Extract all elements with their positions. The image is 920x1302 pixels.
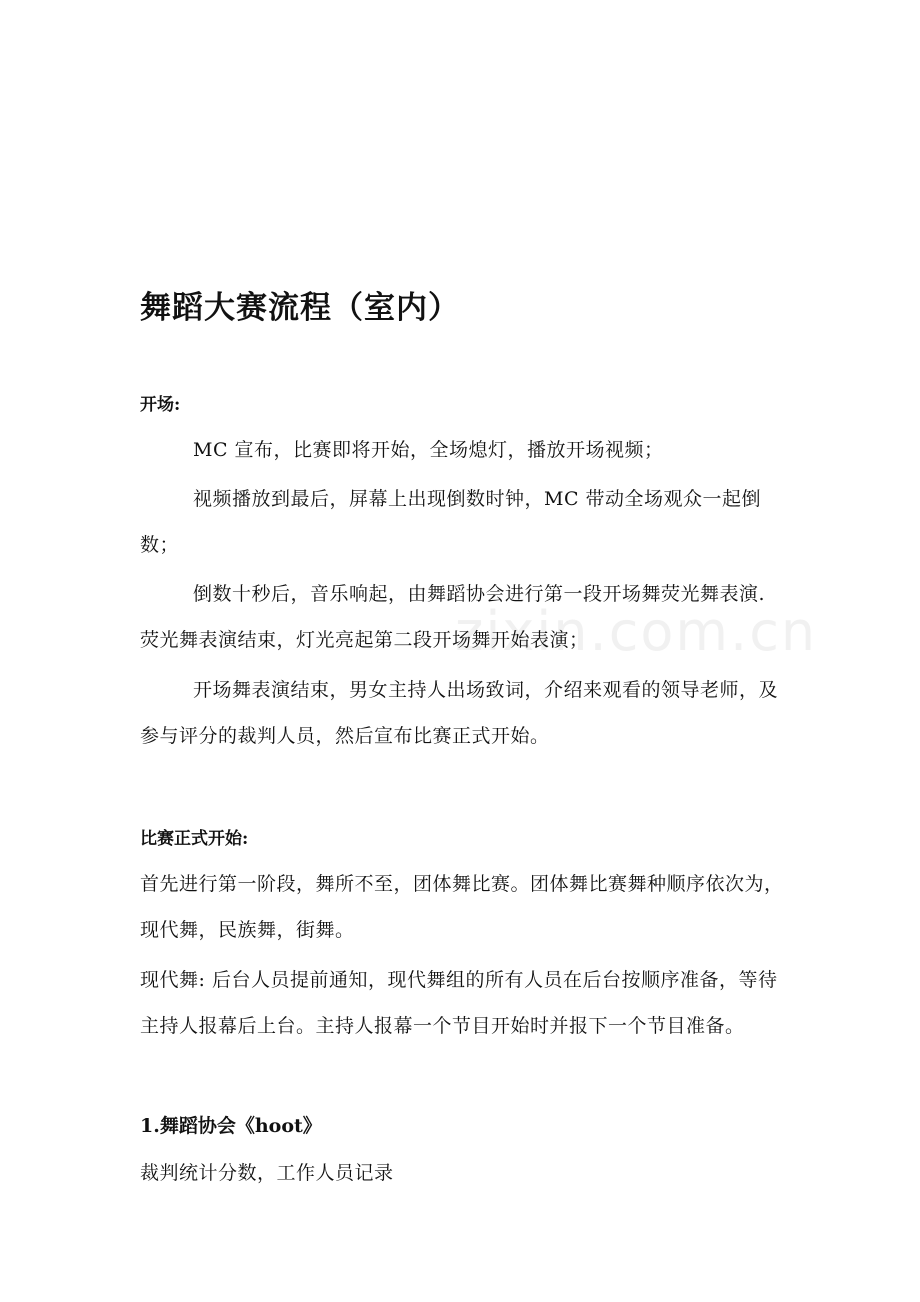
- opening-paragraph-4: 开场舞表演结束，男女主持人出场致词，介绍来观看的领导老师，及参与评分的裁判人员，然后宣布比赛正式开始。: [140, 679, 779, 747]
- program-item-1: 1.舞蹈协会《hoot》: [140, 1115, 322, 1137]
- opening-paragraph-2: 视频播放到最后，屏幕上出现倒数时钟，MC 带动全场观众一起倒数；: [140, 488, 762, 556]
- opening-paragraph-3: 倒数十秒后，音乐响起，由舞蹈协会进行第一段开场舞荧光舞表演.荧光舞表演结束，灯光亮起第二段开场舞开始表演；: [140, 583, 766, 651]
- section-heading-competition: 比赛正式开始:: [140, 829, 249, 849]
- opening-paragraph-1: MC 宣布，比赛即将开始，全场熄灯，播放开场视频；: [193, 439, 664, 461]
- judging-note: 裁判统计分数，工作人员记录: [140, 1162, 394, 1184]
- section-heading-opening: 开场:: [140, 395, 181, 415]
- competition-paragraph-1: 首先进行第一阶段，舞所不至，团体舞比赛。团体舞比赛舞种顺序依次为，现代舞，民族舞，街舞。: [140, 873, 784, 941]
- document-title: 舞蹈大赛流程（室内）: [140, 290, 460, 326]
- competition-paragraph-2: 现代舞: 后台人员提前通知，现代舞组的所有人员在后台按顺序准备，等待主持人报幕后上台。主持人报幕一个节目开始时并报下一个节目准备。: [140, 969, 778, 1037]
- watermark: zixin.com.cn: [455, 600, 818, 663]
